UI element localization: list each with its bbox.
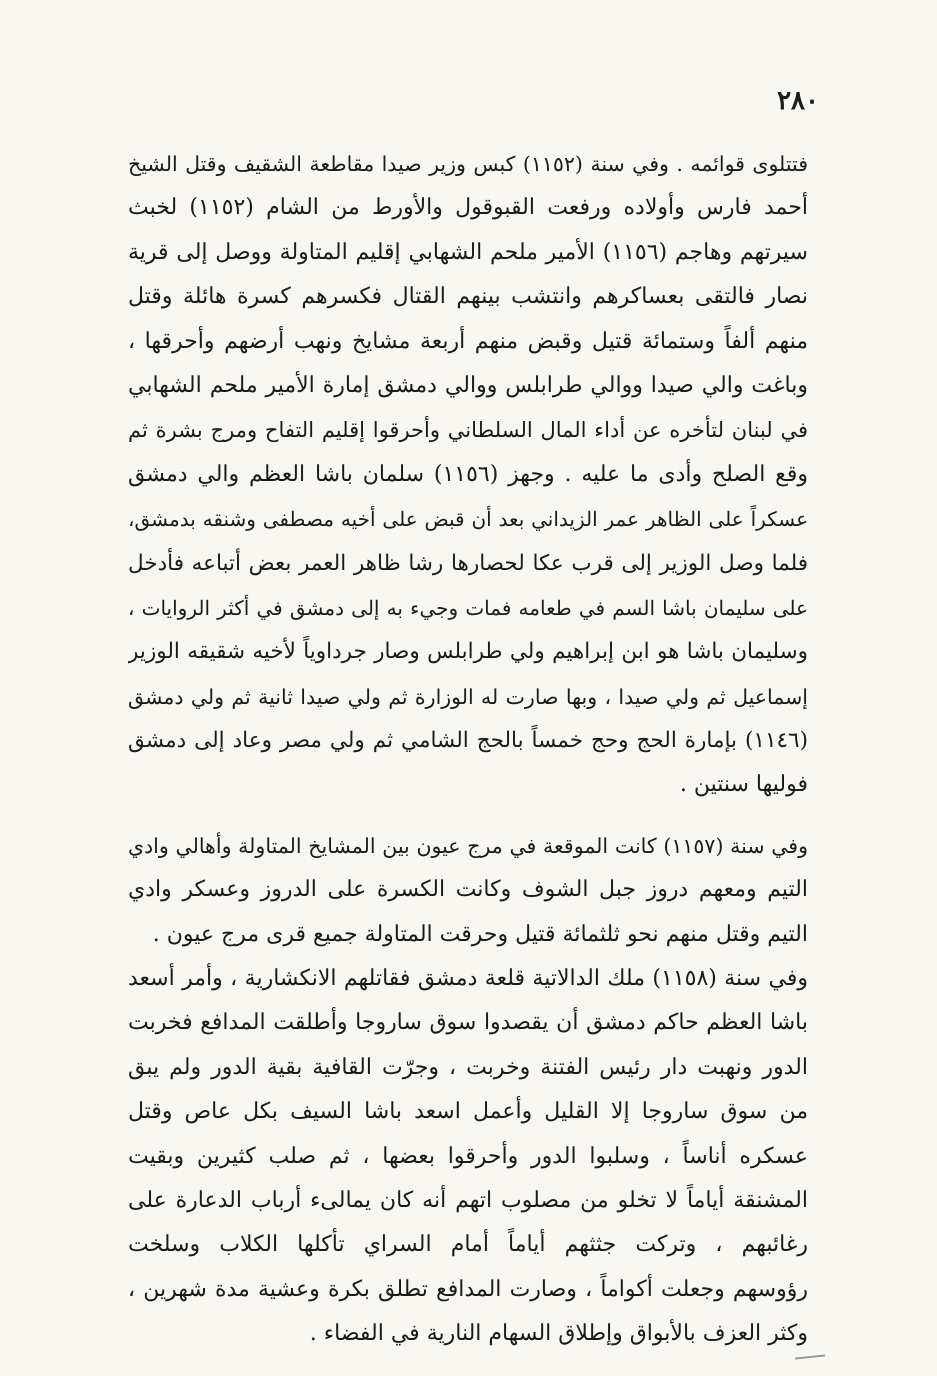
text-line: من سوق ساروجا إلا القليل وأعمل اسعد باشا السيف بكل عاص وقتل: [128, 1099, 808, 1125]
text-line: فوليها سنتين .: [679, 772, 808, 798]
paragraph-1: [128, 142, 808, 808]
text-line: على سليمان باشا السم في طعامه فمات وجيء به إلى دمشق في أكثر الروايات ،: [128, 595, 808, 620]
text-line: في لبنان لتأخره عن أداء المال السلطاني وأحرقوا إقليم التفاح ومرج بشرة ثم: [128, 418, 808, 443]
text-line: عسكره أناساً ، وسلبوا الدور وأحرقوا بعضها ، ثم صلب كثيرين وبقيت: [128, 1143, 808, 1169]
paragraph-spacer: [128, 808, 808, 824]
text-line: وقع الصلح وأدى ما عليه . وجهز (١١٥٦) سلمان باشا العظم والي دمشق: [128, 461, 808, 487]
text-line: وسليمان باشا هو ابن إبراهيم ولي طرابلس وصار جرداوياً لأخيه شقيقه الوزير: [128, 639, 808, 665]
paragraph-2: [128, 824, 808, 957]
text-line: منهم ألفاً وستمائة قتيل وقبض منهم أربعة مشايخ ونهب أرضهم وأحرقها ،: [128, 328, 808, 354]
text-line: الدور ونهبت دار رئيس الفتنة وخربت ، وجرّت القافية بقية الدور ولم يبق: [128, 1054, 808, 1080]
text-line: فلما وصل الوزير إلى قرب عكا لحصارها رشا ظاهر العمر بعض أتباعه فأدخل: [128, 550, 808, 576]
text-line: المشنقة أياماً لا تخلو من مصلوب اتهم أنه كان يمالىء أرباب الدعارة على: [128, 1187, 808, 1213]
paragraph-3: [128, 957, 808, 1357]
text-line: رغائبهم ، وتركت جثثهم أياماً أمام السراي تأكلها الكلاب وسلخت: [128, 1232, 808, 1258]
text-line: وباغت والي صيدا ووالي طرابلس ووالي دمشق إمارة الأمير ملحم الشهابي: [128, 372, 808, 398]
text-line: فتتلوى قوائمه . وفي سنة (١١٥٢) كبس وزير صيدا مقاطعة الشقيف وقتل الشيخ: [128, 152, 808, 176]
text-line: وفي سنة (١١٥٧) كانت الموقعة في مرج عيون بين المشايخ المتاولة وأهالي وادي: [128, 833, 808, 858]
text-line: (١١٤٦) بإمارة الحج وحج خمساً بالحج الشامي ثم ولي مصر وعاد إلى دمشق: [128, 728, 808, 754]
text-line: إسماعيل ثم ولي صيدا ، وبها صارت له الوزارة ثم ولي صيدا ثانية ثم ولي دمشق: [128, 684, 808, 709]
text-line: التيم وقتل منهم نحو ثلثمائة قتيل وحرقت المتاولة جميع قرى مرج عيون .: [152, 921, 808, 947]
text-line: باشا العظم حاكم دمشق أن يقصدوا سوق ساروجا وأطلقت المدافع فخربت: [128, 1010, 808, 1036]
text-line: وكثر العزف بالأبواق وإطلاق السهام النارية في الفضاء .: [309, 1321, 808, 1347]
text-line: التيم ومعهم دروز جبل الشوف وكانت الكسرة على الدروز وعسكر وادي: [128, 877, 808, 903]
text-line: عسكراً على الظاهر عمر الزيداني بعد أن قبض على أخيه مصطفى وشنقه بدمشق،: [128, 507, 808, 532]
body-text: [128, 142, 808, 1357]
page-number: ٢٨٠: [777, 86, 819, 116]
text-line: نصار فالتقى بعساكرهم وانتشب بينهم القتال فكسرهم كسرة هائلة وقتل: [128, 284, 808, 310]
text-line: وفي سنة (١١٥٨) ملك الدالاتية قلعة دمشق فقاتلهم الانكشارية ، وأمر أسعد: [128, 966, 808, 992]
text-line: رؤوسهم وجعلت أكواماً ، وصارت المدافع تطلق بكرة وعشية مدة شهرين ،: [128, 1276, 808, 1302]
text-line: سيرتهم وهاجم (١١٥٦) الأمير ملحم الشهابي إقليم المتاولة ووصل إلى قرية: [128, 239, 808, 265]
text-line: أحمد فارس وأولاده ورفعت القبوقول والأورط من الشام (١١٥٢) لخبث: [128, 195, 808, 221]
